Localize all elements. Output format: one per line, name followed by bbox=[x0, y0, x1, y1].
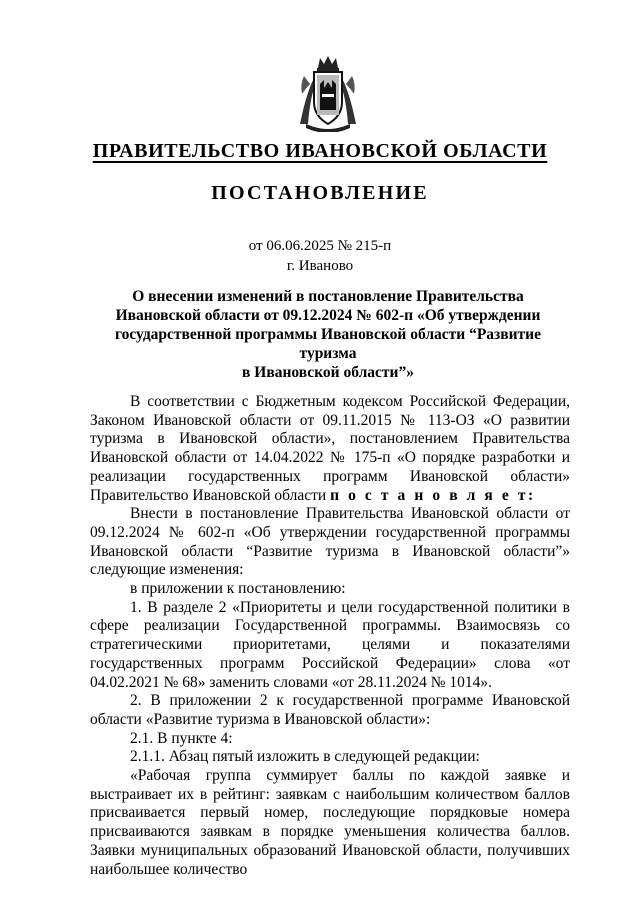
body-paragraph: 1. В разделе 2 «Приоритеты и цели государственной политики в сфере реализации Государственной программы. Взаимосвязь со стратегическими приоритетами, целями и показателями государственных программ Российской Федерации» слова «от 04.02.2021 № 68» заменить словами «от 28.11.2024 № 1014». bbox=[90, 598, 570, 691]
document-type: ПОСТАНОВЛЕНИЕ bbox=[211, 182, 429, 204]
coat-of-arms-icon bbox=[296, 54, 360, 132]
resolves-word: п о с т а н о в л я е т: bbox=[330, 486, 536, 504]
preamble-text: В соответствии с Бюджетным кодексом Российской Федерации, Законом Ивановской области от 09.11.2015 № 113-ОЗ «О развитии туризма в Ивановской области», постановлением Правительства Ивановской области от 14.04.2022 № 175-п «О порядке разработки и реализации государственных программ Ивановской области» Правительство Ивановской области bbox=[90, 393, 570, 504]
body-paragraph: Внести в постановление Правительства Ивановской области от 09.12.2024 № 602-п «Об утверждении государственной программы Ивановской области “Развитие туризма в Ивановской области”» следующие изменения: bbox=[90, 505, 570, 579]
organization-name: ПРАВИТЕЛЬСТВО ИВАНОВСКОЙ ОБЛАСТИ bbox=[92, 140, 548, 162]
body-paragraph: 2.1.1. Абзац пятый изложить в следующей редакции: bbox=[130, 748, 480, 766]
body-paragraph: 2.1. В пункте 4: bbox=[130, 729, 233, 747]
body-paragraph: в приложении к постановлению: bbox=[130, 580, 346, 598]
body-paragraph: «Рабочая группа суммирует баллы по каждой заявке и выстраивает их в рейтинг: заявкам с наибольшим количеством баллов присваивается первый номер, последующие порядковые номера присваиваются заявкам в порядке уменьшения количества баллов. Заявки муниципальных образований Ивановской области, получивших наибольшее количество bbox=[90, 767, 570, 878]
body-paragraph: 2. В приложении 2 к государственной программе Ивановской области «Развитие туризма в Ивановской области»: bbox=[90, 692, 570, 728]
document-title bbox=[88, 287, 568, 382]
document-date-number: от 06.06.2025 № 215-п bbox=[248, 238, 392, 254]
title-line: государственной программы Ивановской области “Развитие туризма bbox=[114, 326, 541, 362]
document-city: г. Иваново bbox=[286, 258, 354, 274]
title-line: в Ивановской области”» bbox=[242, 364, 414, 381]
body-paragraph bbox=[90, 393, 570, 505]
document-body bbox=[90, 393, 570, 879]
title-line: Ивановской области от 09.12.2024 № 602-п «Об утверждении bbox=[115, 307, 541, 324]
title-line: О внесении изменений в постановление Правительства bbox=[132, 288, 524, 305]
